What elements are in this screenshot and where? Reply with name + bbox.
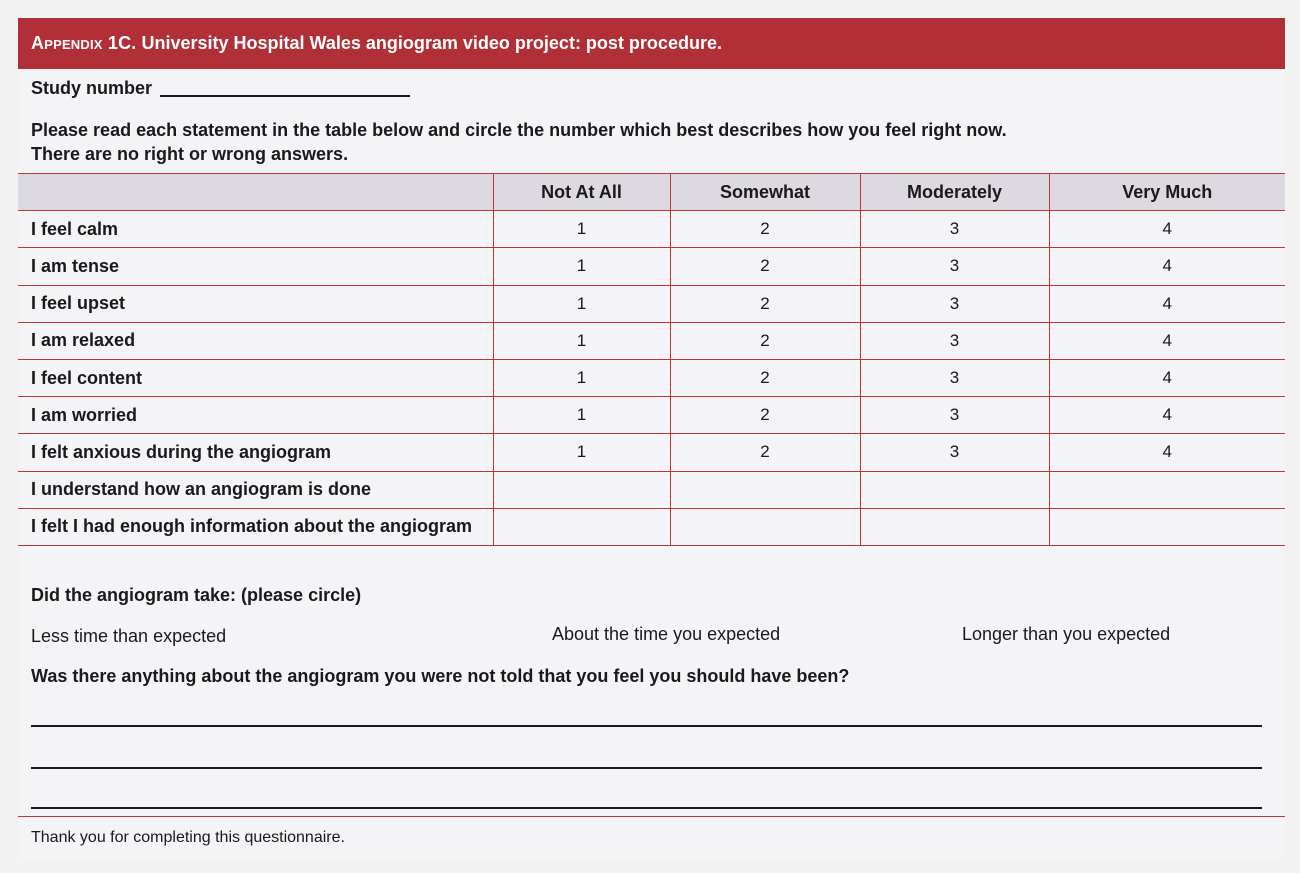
rating-option[interactable]: 2 bbox=[670, 285, 860, 322]
rating-option[interactable]: 4 bbox=[1049, 248, 1285, 285]
rating-option[interactable]: 2 bbox=[670, 397, 860, 434]
statement-cell: I am relaxed bbox=[18, 322, 493, 359]
table-row bbox=[18, 359, 1285, 396]
table-row bbox=[18, 322, 1285, 359]
rating-option[interactable]: 2 bbox=[670, 211, 860, 248]
rating-option[interactable]: 3 bbox=[860, 211, 1049, 248]
instructions-line-1: Please read each statement in the table below and circle the number which best describes how you feel right now. bbox=[31, 120, 1007, 140]
answer-line[interactable] bbox=[31, 807, 1262, 809]
rating-option[interactable]: 3 bbox=[860, 359, 1049, 396]
duration-option-about[interactable]: About the time you expected bbox=[552, 624, 781, 644]
rating-option[interactable]: 1 bbox=[493, 285, 670, 322]
table-row bbox=[18, 397, 1285, 434]
rating-option[interactable]: 2 bbox=[670, 359, 860, 396]
column-header-somewhat: Somewhat bbox=[670, 174, 860, 211]
answer-line[interactable] bbox=[31, 725, 1262, 727]
footer-divider bbox=[18, 816, 1285, 817]
rating-option[interactable]: 3 bbox=[860, 322, 1049, 359]
column-header-very-much: Very Much bbox=[1049, 174, 1285, 211]
statement-cell: I understand how an angiogram is done bbox=[18, 471, 493, 508]
duration-option-longer[interactable]: Longer than you expected bbox=[962, 624, 1171, 644]
duration-question: Did the angiogram take: (please circle) bbox=[31, 585, 362, 605]
footer-thanks: Thank you for completing this questionnaire. bbox=[31, 829, 345, 846]
missing-info-question: Was there anything about the angiogram you were not told that you feel you should have been? bbox=[31, 666, 850, 686]
rating-option[interactable] bbox=[670, 508, 860, 545]
rating-option[interactable]: 3 bbox=[860, 285, 1049, 322]
table-row bbox=[18, 211, 1285, 248]
rating-table bbox=[18, 173, 1285, 546]
rating-option[interactable]: 1 bbox=[493, 359, 670, 396]
rating-option[interactable]: 1 bbox=[493, 248, 670, 285]
table-row bbox=[18, 508, 1285, 545]
instructions-line-2: There are no right or wrong answers. bbox=[31, 144, 349, 164]
appendix-title: University Hospital Wales angiogram video project: post procedure. bbox=[141, 33, 722, 53]
rating-option[interactable]: 4 bbox=[1049, 211, 1285, 248]
rating-option[interactable]: 1 bbox=[493, 211, 670, 248]
statement-cell: I feel calm bbox=[18, 211, 493, 248]
rating-option[interactable]: 1 bbox=[493, 322, 670, 359]
questionnaire-sheet bbox=[18, 18, 1285, 860]
rating-option[interactable]: 3 bbox=[860, 434, 1049, 471]
column-header-moderately: Moderately bbox=[860, 174, 1049, 211]
rating-option[interactable]: 3 bbox=[860, 248, 1049, 285]
column-header-not-at-all: Not At All bbox=[493, 174, 670, 211]
column-header-statement bbox=[18, 174, 493, 211]
rating-option[interactable] bbox=[1049, 471, 1285, 508]
instructions bbox=[31, 118, 1007, 166]
appendix-label: Appendix 1C. bbox=[31, 33, 137, 53]
duration-option-less[interactable]: Less time than expected bbox=[31, 626, 227, 646]
rating-option[interactable] bbox=[860, 508, 1049, 545]
rating-option[interactable]: 4 bbox=[1049, 285, 1285, 322]
study-number-row bbox=[31, 78, 410, 99]
rating-option[interactable]: 1 bbox=[493, 397, 670, 434]
rating-option[interactable]: 2 bbox=[670, 322, 860, 359]
rating-option[interactable] bbox=[493, 471, 670, 508]
table-row bbox=[18, 285, 1285, 322]
appendix-header bbox=[18, 18, 1285, 69]
rating-option[interactable] bbox=[670, 471, 860, 508]
statement-cell: I felt I had enough information about the angiogram bbox=[18, 508, 493, 545]
statement-cell: I am tense bbox=[18, 248, 493, 285]
rating-option[interactable]: 2 bbox=[670, 248, 860, 285]
table-row bbox=[18, 434, 1285, 471]
rating-option[interactable] bbox=[860, 471, 1049, 508]
rating-option[interactable]: 4 bbox=[1049, 434, 1285, 471]
rating-option[interactable]: 4 bbox=[1049, 359, 1285, 396]
table-row bbox=[18, 248, 1285, 285]
rating-option[interactable]: 1 bbox=[493, 434, 670, 471]
rating-option[interactable]: 2 bbox=[670, 434, 860, 471]
rating-option[interactable] bbox=[1049, 508, 1285, 545]
answer-line[interactable] bbox=[31, 767, 1262, 769]
statement-cell: I feel upset bbox=[18, 285, 493, 322]
table-row bbox=[18, 471, 1285, 508]
study-number-label: Study number bbox=[31, 78, 153, 98]
rating-option[interactable]: 4 bbox=[1049, 397, 1285, 434]
statement-cell: I felt anxious during the angiogram bbox=[18, 434, 493, 471]
rating-option[interactable]: 3 bbox=[860, 397, 1049, 434]
statement-cell: I feel content bbox=[18, 359, 493, 396]
table-header-row bbox=[18, 174, 1285, 211]
rating-option[interactable]: 4 bbox=[1049, 322, 1285, 359]
statement-cell: I am worried bbox=[18, 397, 493, 434]
rating-option[interactable] bbox=[493, 508, 670, 545]
study-number-field[interactable] bbox=[160, 95, 410, 97]
